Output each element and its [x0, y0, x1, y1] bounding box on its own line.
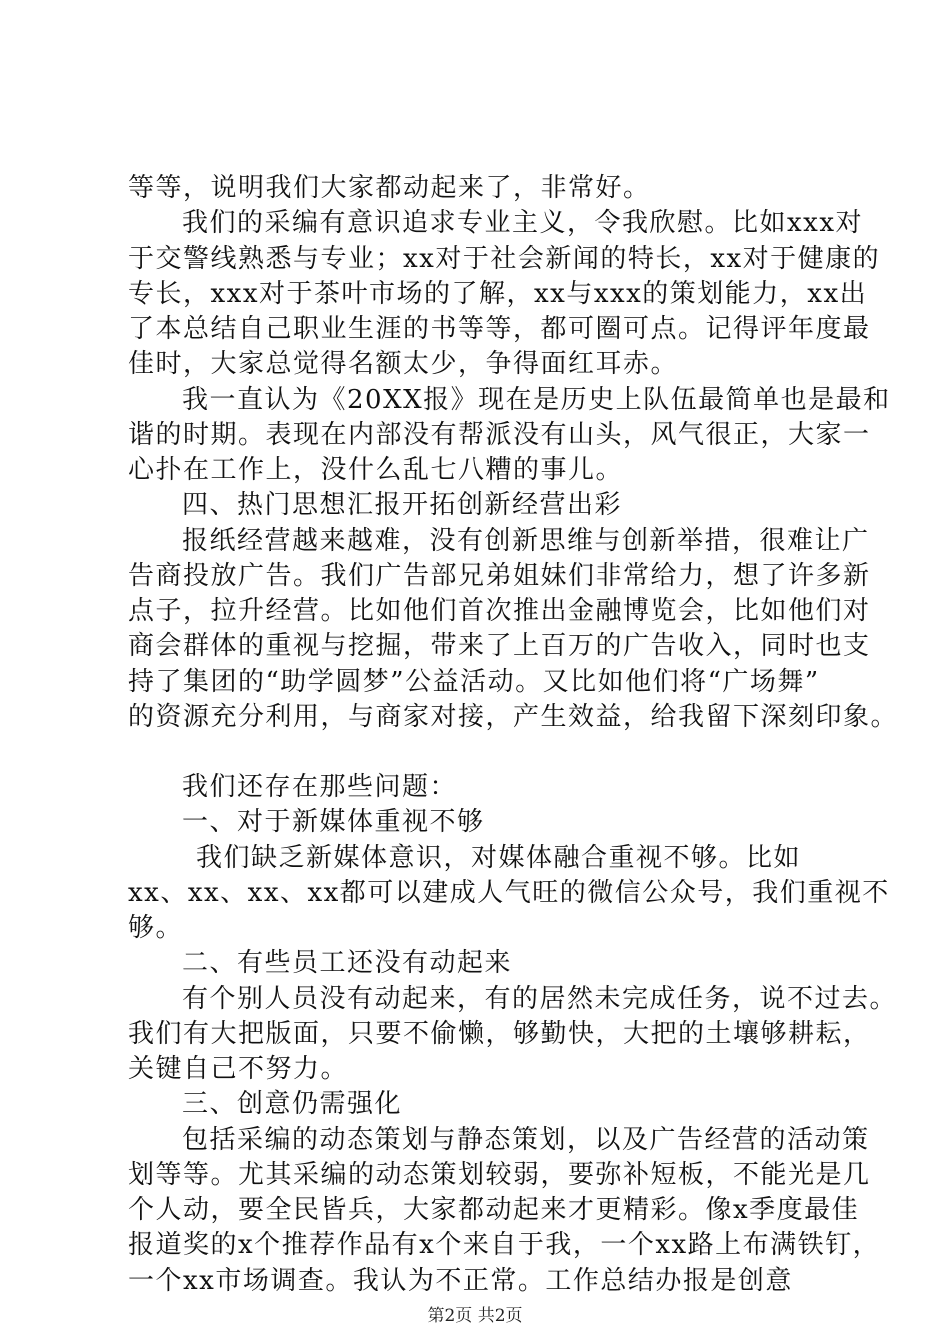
body-line: 够。	[128, 913, 184, 943]
body-line: 等等，说明我们大家都动起来了，非常好。	[128, 173, 651, 203]
body-line: 关键自己不努力。	[128, 1054, 349, 1084]
body-line: xx、xx、xx、xx都可以建成人气旺的微信公众号，我们重视不	[128, 878, 890, 908]
body-line: 告商投放广告。我们广告部兄弟姐妹们非常给力，想了许多新	[128, 561, 871, 591]
body-line: 了本总结自己职业生涯的书等等，都可圈可点。记得评年度最	[128, 314, 871, 344]
body-line: 我一直认为《20XX报》现在是历史上队伍最简单也是最和	[182, 385, 891, 415]
body-line: 持了集团的“助学圆梦”公益活动。又比如他们将“广场舞”	[128, 667, 820, 697]
body-line: 报道奖的x个推荐作品有x个来自于我，一个xx路上布满铁钉，	[128, 1230, 881, 1260]
body-line: 划等等。尤其采编的动态策划较弱，要弥补短板，不能光是几	[128, 1160, 871, 1190]
section-heading: 一、对于新媒体重视不够	[182, 807, 485, 837]
body-line: 一个xx市场调查。我认为不正常。工作总结办报是创意	[128, 1266, 793, 1296]
section-heading: 四、热门思想汇报开拓创新经营出彩	[182, 490, 623, 520]
body-line: 商会群体的重视与挖掘，带来了上百万的广告收入，同时也支	[128, 631, 871, 661]
section-heading: 三、创意仍需强化	[182, 1089, 403, 1119]
body-line: 点子，拉升经营。比如他们首次推出金融博览会，比如他们对	[128, 596, 871, 626]
body-line: 我们的采编有意识追求专业主义，令我欣慰。比如xxx对	[182, 208, 863, 238]
body-line: 佳时，大家总觉得名额太少，争得面红耳赤。	[128, 349, 679, 379]
body-line: 有个别人员没有动起来，有的居然未完成任务，说不过去。	[182, 984, 898, 1014]
body-line: 个人动，要全民皆兵，大家都动起来才更精彩。像x季度最佳	[128, 1195, 860, 1225]
body-line: 谐的时期。表现在内部没有帮派没有山头，风气很正，大家一	[128, 420, 871, 450]
body-line: 心扑在工作上，没什么乱七八糟的事儿。	[128, 455, 624, 485]
body-line: 报纸经营越来越难，没有创新思维与创新举措，很难让广	[182, 526, 870, 556]
body-line: 我们有大把版面，只要不偷懒，够勤快，大把的土壤够耕耘，	[128, 1019, 871, 1049]
section-heading: 二、有些员工还没有动起来	[182, 948, 513, 978]
body-line: 我们缺乏新媒体意识，对媒体融合重视不够。比如	[196, 843, 802, 873]
body-line: 包括采编的动态策划与静态策划，以及广告经营的活动策	[182, 1125, 870, 1155]
section-intro: 我们还存在那些问题：	[182, 772, 458, 802]
body-line: 专长，xxx对于茶叶市场的了解，xx与xxx的策划能力，xx出	[128, 279, 868, 309]
page-number: 第2页 共2页	[427, 1306, 523, 1326]
body-line: 的资源充分利用，与商家对接，产生效益，给我留下深刻印象。	[128, 702, 899, 732]
body-line: 于交警线熟悉与专业；xx对于社会新闻的特长，xx对于健康的	[128, 244, 881, 274]
